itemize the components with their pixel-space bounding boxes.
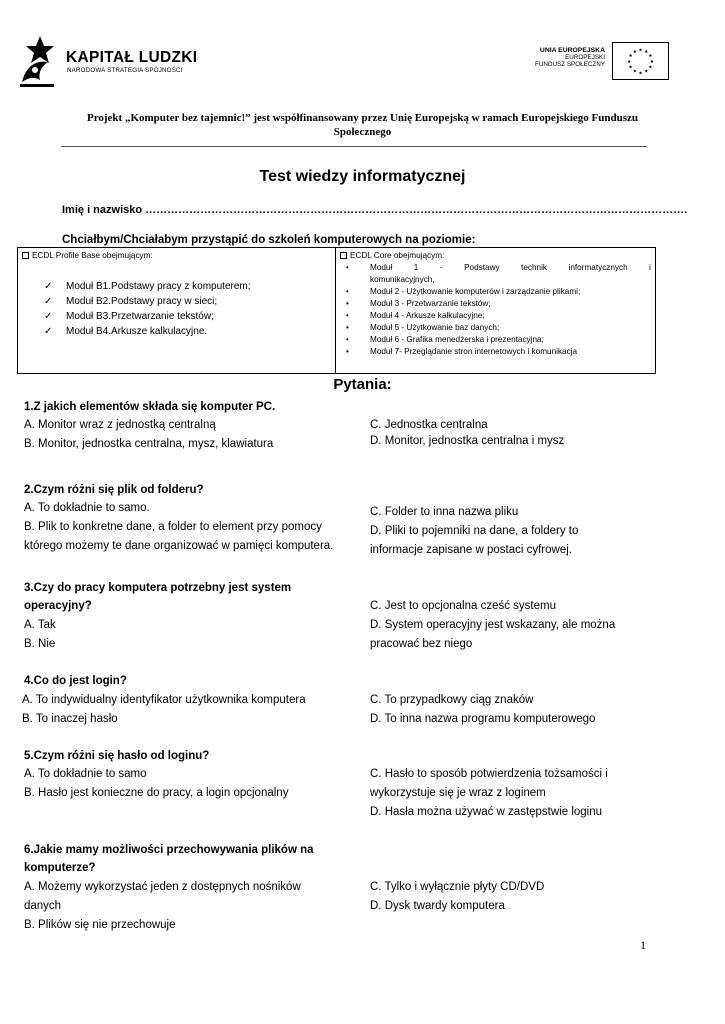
q2-answer-d-line2: informacje zapisane w postaci cyfrowej. — [370, 544, 572, 556]
kapital-ludzki-title: KAPITAŁ LUDZKI — [66, 49, 198, 66]
question-3: 3.Czy do pracy komputera potrzebny jest system — [24, 582, 292, 594]
bullet-icon: • — [346, 347, 349, 356]
list-item: ✓ Moduł B3.Przetwarzanie tekstów; — [44, 311, 214, 322]
list-item: • Moduł 4 - Arkusze kalkulacyjne; — [346, 311, 485, 320]
q4-answer-d[interactable]: D. To inna nazwa programu komputerowego — [370, 713, 596, 725]
checkbox-icon[interactable] — [340, 252, 347, 259]
svg-text:★: ★ — [628, 54, 633, 60]
question-3-line2: operacyjny? — [24, 600, 92, 612]
svg-text:★: ★ — [632, 69, 637, 75]
checkmark-icon: ✓ — [44, 281, 53, 292]
kapital-ludzki-subtitle: NARODOWA STRATEGIA SPÓJNOŚCI — [67, 67, 183, 74]
q2-answer-b-line2: którego możemy te dane organizować w pamięci komputera. — [24, 540, 334, 552]
eu-line-3: FUNDUSZ SPOŁECZNY — [535, 61, 605, 69]
question-6-line2: komputerze? — [24, 862, 96, 874]
list-item: ✓ Moduł B1.Podstawy pracy z komputerem; — [44, 281, 251, 292]
question-6: 6.Jakie mamy możliwości przechowywania plików na — [24, 844, 314, 856]
svg-text:★: ★ — [649, 59, 654, 65]
name-field-line[interactable]: Imię i nazwisko …………………………………………………………………………………………………………………………………. — [62, 204, 688, 216]
list-item: • Moduł 1 - Podstawy technik informatycznych i — [346, 263, 651, 272]
q4-answer-b[interactable]: B. To inaczej hasło — [22, 713, 118, 725]
bullet-icon: • — [346, 323, 349, 332]
svg-text:★: ★ — [648, 54, 653, 60]
q3-answer-b[interactable]: B. Nie — [24, 638, 56, 650]
bullet-icon: • — [346, 299, 349, 308]
q2-answer-d[interactable]: D. Pliki to pojemniki na dane, a foldery to — [370, 525, 579, 537]
bullet-icon: • — [346, 287, 349, 296]
q5-answer-c-line2: wykorzystuje się je wraz z loginem — [370, 787, 546, 799]
list-item: • Moduł 3 - Przetwarzanie tekstów; — [346, 299, 491, 308]
q6-answer-a[interactable]: A. Możemy wykorzystać jeden z dostępnych nośników — [24, 881, 301, 893]
core-module-list — [342, 262, 651, 358]
svg-text:★: ★ — [628, 65, 633, 71]
list-item: • Moduł 5 - Użytkowanie baz danych; — [346, 323, 500, 332]
list-item: • Moduł 7- Przeglądanie stron internetowych i komunikacja — [346, 347, 578, 356]
checkbox-icon[interactable] — [22, 252, 29, 259]
checkmark-icon: ✓ — [44, 296, 53, 307]
question-1: 1.Z jakich elementów składa się komputer PC. — [24, 401, 276, 413]
checkmark-icon: ✓ — [44, 311, 53, 322]
q2-answer-b[interactable]: B. Plik to konkretne dane, a folder to element przy pomocy — [24, 521, 322, 533]
q5-answer-b[interactable]: B. Hasło jest konieczne do pracy, a login opcjonalny — [24, 787, 289, 799]
svg-text:★: ★ — [638, 48, 643, 54]
header-divider — [61, 146, 647, 147]
svg-text:★: ★ — [644, 69, 649, 75]
q3-answer-d-line2: pracować bez niego — [370, 638, 473, 650]
list-item: ✓ Moduł B2.Podstawy pracy w sieci; — [44, 296, 218, 307]
eu-line-2: EUROPEJSKI — [565, 54, 605, 61]
page-title: Test wiedzy informatycznej — [259, 168, 466, 185]
list-item: komunikacyjnych, — [370, 275, 435, 284]
q6-answer-b[interactable]: B. Plików się nie przechowuje — [24, 919, 176, 931]
q1-answer-b[interactable]: B. Monitor, jednostka centralna, mysz, klawiatura — [24, 438, 274, 450]
q3-answer-d[interactable]: D. System operacyjny jest wskazany, ale można — [370, 619, 616, 631]
q3-answer-a[interactable]: A. Tak — [24, 619, 56, 631]
bullet-icon: • — [346, 311, 349, 320]
q4-answer-a[interactable]: A. To indywidualny identyfikator użytkownika komputera — [22, 694, 306, 706]
ecdl-profile-base-cell — [18, 248, 335, 373]
ecdl-core-option[interactable]: ECDL Core obejmującym: — [340, 251, 444, 260]
bullet-icon: • — [346, 263, 349, 272]
q2-answer-a[interactable]: A. To dokładnie to samo. — [24, 502, 150, 514]
list-item: • Moduł 2 - Użytkowanie komputerów i zarządzanie plikami; — [346, 287, 581, 296]
svg-text:★: ★ — [632, 50, 637, 56]
q1-answer-a[interactable]: A. Monitor wraz z jednostką centralną — [24, 419, 216, 431]
checkmark-icon: ✓ — [44, 326, 53, 337]
q6-answer-a-line2: danych — [24, 900, 62, 912]
q6-answer-c[interactable]: C. Tylko i wyłącznie płyty CD/DVD — [370, 881, 545, 893]
project-statement: Projekt „Komputer bez tajemnic!” jest współfinansowany przez Unię Europejską w ramach Europejskiego Funduszu Społecznego — [86, 112, 638, 138]
svg-text:★: ★ — [638, 71, 643, 77]
profile-base-module-list — [44, 279, 251, 339]
q5-answer-c[interactable]: C. Hasło to sposób potwierdzenia tożsamości i — [370, 768, 608, 780]
q1-answer-c[interactable]: C. Jednostka centralna — [370, 419, 488, 431]
q2-answer-c[interactable]: C. Folder to inna nazwa pliku — [370, 506, 519, 518]
question-5: 5.Czym różni się hasło od loginu? — [24, 750, 210, 762]
q4-answer-c[interactable]: C. To przypadkowy ciąg znaków — [370, 694, 534, 706]
ecdl-profile-base-option[interactable]: ECDL Profile Base obejmującym: — [22, 251, 153, 260]
bullet-icon: • — [346, 335, 349, 344]
ecdl-core-cell — [336, 248, 655, 373]
list-item: • Moduł 6 - Grafika menedżerska i prezentacyjna; — [346, 335, 544, 344]
eu-text-block — [532, 47, 605, 69]
eu-line-1: UNIA EUROPEJSKA — [539, 47, 605, 54]
question-2: 2.Czym różni się plik od folderu? — [24, 484, 204, 496]
questions-heading: Pytania: — [333, 376, 392, 393]
list-item: ✓ Moduł B4.Arkusze kalkulacyjne. — [44, 326, 208, 337]
question-4: 4.Co do jest login? — [24, 675, 127, 687]
q5-answer-d[interactable]: D. Hasła można używać w zastępstwie loginu — [370, 806, 603, 818]
course-choice-heading: Chciałbym/Chciałabym przystąpić do szkoleń komputerowych na poziomie: — [62, 234, 476, 246]
svg-text:★: ★ — [644, 50, 649, 56]
svg-text:★: ★ — [648, 65, 653, 71]
course-table — [17, 247, 656, 374]
q3-answer-c[interactable]: C. Jest to opcjonalna cześć systemu — [370, 600, 556, 612]
kapital-ludzki-logo — [18, 36, 58, 88]
q1-answer-d[interactable]: D. Monitor, jednostka centralna i mysz — [370, 435, 565, 447]
page-number: 1 — [640, 938, 646, 952]
eu-flag-icon — [612, 42, 669, 80]
q6-answer-d[interactable]: D. Dysk twardy komputera — [370, 900, 505, 912]
q5-answer-a[interactable]: A. To dokładnie to samo — [24, 768, 147, 780]
svg-text:★: ★ — [627, 59, 632, 65]
